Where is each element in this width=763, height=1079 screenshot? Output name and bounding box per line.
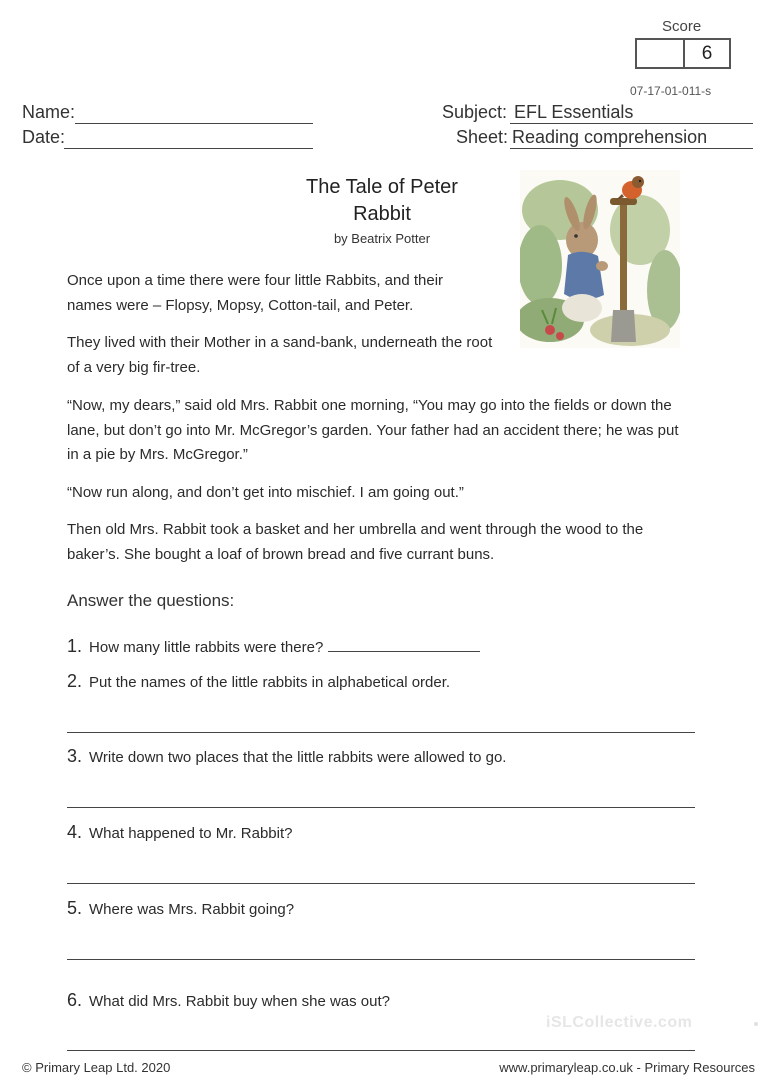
answer-line-6[interactable]: [67, 1049, 695, 1051]
question-1: [67, 636, 480, 657]
score-value: 6: [701, 43, 713, 64]
question-text: What happened to Mr. Rabbit?: [89, 825, 293, 842]
question-2: [67, 671, 450, 692]
paragraph-line: Then old Mrs. Rabbit took a basket and her umbrella and went through the wood to the: [67, 521, 644, 538]
date-underline: [64, 147, 313, 149]
paragraph-line: of a very big fir-tree.: [67, 358, 201, 376]
story-paragraph-2: [67, 331, 507, 380]
subject-value: EFL Essentials: [514, 102, 634, 122]
sheet-code: 07-17-01-011-s: [630, 84, 712, 98]
story-paragraph-5: [67, 518, 697, 567]
story-author: by Beatrix Potter: [333, 231, 431, 246]
sheet-underline: [510, 147, 753, 149]
question-4: [67, 822, 292, 843]
watermark-dot: [754, 1022, 758, 1026]
question-number: 2.: [67, 671, 83, 691]
sheet-value: Reading comprehension: [512, 127, 708, 147]
answer-line-3[interactable]: [67, 806, 695, 808]
answer-line-2[interactable]: [67, 731, 695, 733]
peter-rabbit-illustration: [520, 170, 680, 348]
paragraph-line: baker’s. She bought a loaf of brown bread and five currant buns.: [67, 545, 495, 563]
date-label: Date:: [22, 127, 66, 147]
question-number: 6.: [67, 990, 83, 1010]
paragraph-line: lane, but don’t go into Mr. McGregor’s garden. Your father had an accident there; he was put: [67, 421, 679, 439]
answer-line-4[interactable]: [67, 882, 695, 884]
paragraph-line: names were – Flopsy, Mopsy, Cotton-tail, and Peter.: [67, 296, 414, 314]
story-title-line2: Rabbit: [353, 203, 411, 225]
paragraph-line: in a pie by Mrs. McGregor.”: [67, 446, 248, 463]
story-paragraph-3: [67, 394, 697, 468]
sheet-field: [456, 127, 754, 149]
paragraph-line: Once upon a time there were four little Rabbits, and their: [67, 272, 444, 289]
question-5: [67, 898, 294, 919]
story-paragraph-1: [67, 269, 487, 318]
question-number: 1.: [67, 636, 83, 656]
story-title-line1: The Tale of Peter: [306, 176, 458, 198]
answer-line-5[interactable]: [67, 958, 695, 960]
footer-website[interactable]: www.primaryleap.co.uk - Primary Resources: [499, 1060, 755, 1075]
name-field[interactable]: [22, 102, 314, 124]
footer-copyright: © Primary Leap Ltd. 2020: [22, 1060, 171, 1075]
score-box: [635, 38, 731, 69]
watermark: iSLCollective.com: [546, 1014, 693, 1031]
question-text: Where was Mrs. Rabbit going?: [89, 901, 295, 918]
answer-blank-1[interactable]: [328, 650, 480, 652]
question-number: 4.: [67, 822, 83, 842]
paragraph-line: “Now run along, and don’t get into mischief. I am going out.”: [67, 484, 464, 501]
sheet-label: Sheet:: [456, 127, 509, 147]
question-text: How many little rabbits were there?: [89, 639, 324, 656]
name-underline: [75, 122, 313, 124]
name-label: Name:: [22, 102, 76, 122]
subject-field: [442, 102, 754, 124]
paragraph-line: They lived with their Mother in a sand-bank, underneath the root: [67, 334, 493, 351]
story-paragraph-4: [67, 481, 697, 506]
score-label: Score: [662, 18, 702, 35]
date-field[interactable]: [22, 127, 314, 149]
subject-label: Subject:: [442, 102, 508, 122]
question-number: 3.: [67, 746, 83, 766]
question-text: Write down two places that the little rabbits were allowed to go.: [89, 749, 507, 766]
question-text: What did Mrs. Rabbit buy when she was out?: [89, 993, 390, 1010]
subject-underline: [510, 122, 753, 124]
question-text: Put the names of the little rabbits in alphabetical order.: [89, 674, 451, 691]
paragraph-line: “Now, my dears,” said old Mrs. Rabbit one morning, “You may go into the fields or down the: [67, 397, 672, 414]
question-number: 5.: [67, 898, 83, 918]
questions-instruction: Answer the questions:: [67, 591, 235, 610]
question-3: [67, 746, 506, 767]
question-6: [67, 990, 390, 1011]
